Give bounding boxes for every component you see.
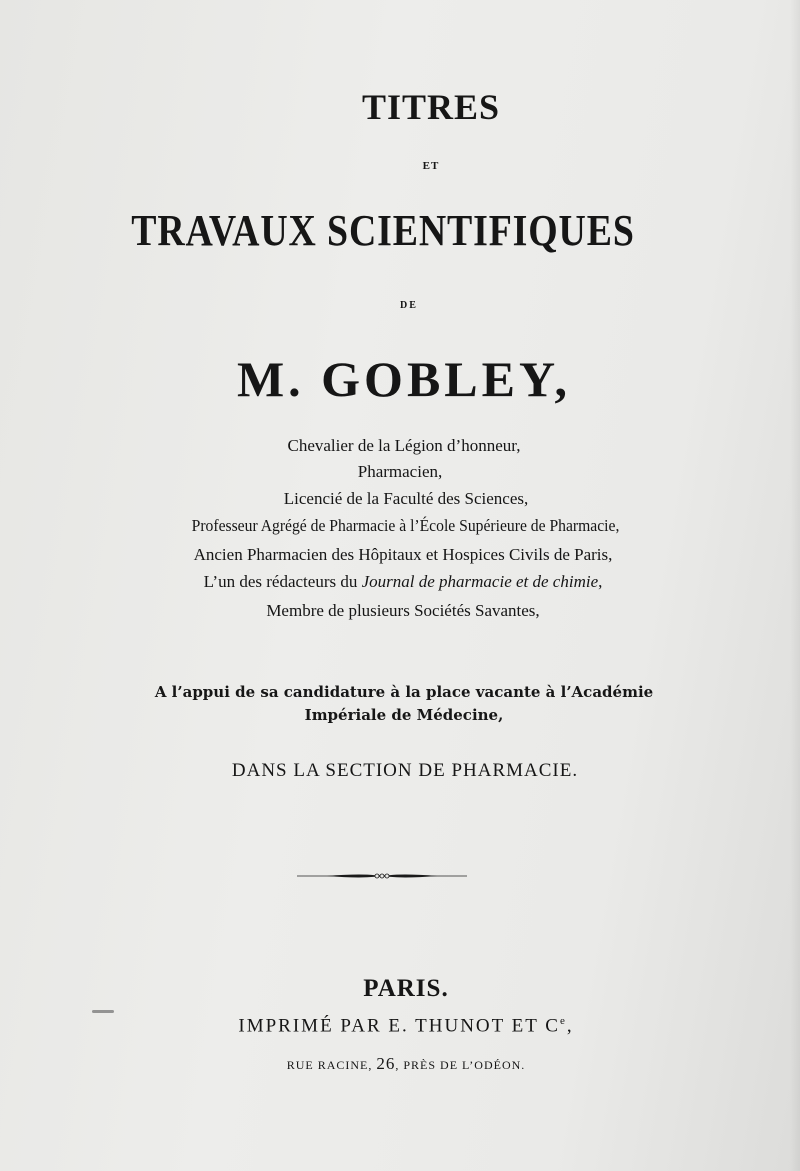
author-name: M. GOBLEY, [236, 351, 572, 407]
address-street: RUE RACINE, [286, 1058, 377, 1072]
address-number: 26 [376, 1054, 396, 1073]
title-titres: TITRES [361, 87, 501, 127]
candidacy-line-1: A l’appui de sa candidature à la place vacante à l’Académie [154, 683, 654, 701]
address-landmark: , PRÈS DE L’ODÉON. [395, 1058, 526, 1072]
qualification-redacteur [0, 572, 800, 592]
qualification-ancien-pharmacien: Ancien Pharmacien des Hôpitaux et Hospices Civils de Paris, [193, 545, 613, 564]
qualification-membre: Membre de plusieurs Sociétés Savantes, [266, 601, 540, 620]
qualification-licencie: Licencié de la Faculté des Sciences, [283, 489, 529, 508]
title-conjunction: ET [422, 160, 440, 172]
page-edge-shadow [790, 0, 800, 1171]
printer-superscript: e [559, 1015, 567, 1027]
editor-suffix: , [598, 572, 603, 591]
qualification-pharmacien: Pharmacien, [357, 462, 443, 481]
section-heading: DANS LA SECTION DE PHARMACIE. [231, 760, 579, 781]
qualification-professeur: Professeur Agrégé de Pharmacie à l’École Supérieure de Pharmacie, [191, 516, 620, 535]
candidacy-line-2: Impériale de Médecine, [304, 706, 504, 724]
ornamental-divider [297, 871, 467, 881]
qualification-legion-honneur: Chevalier de la Légion d’honneur, [287, 436, 521, 455]
title-travaux-scientifiques: TRAVAUX SCIENTIFIQUES [131, 206, 635, 255]
imprint-printer [0, 1015, 800, 1037]
printer-name: IMPRIMÉ PAR E. THUNOT ET C [238, 1015, 560, 1037]
imprint-address [0, 1054, 800, 1074]
printer-comma: , [566, 1015, 574, 1037]
title-preposition: DE [400, 300, 418, 311]
imprint-city: PARIS. [363, 975, 449, 1002]
ink-smudge [92, 1010, 114, 1013]
journal-title: Journal de pharmacie et de chimie [361, 572, 599, 591]
editor-prefix: L’un des rédacteurs du [203, 572, 362, 591]
